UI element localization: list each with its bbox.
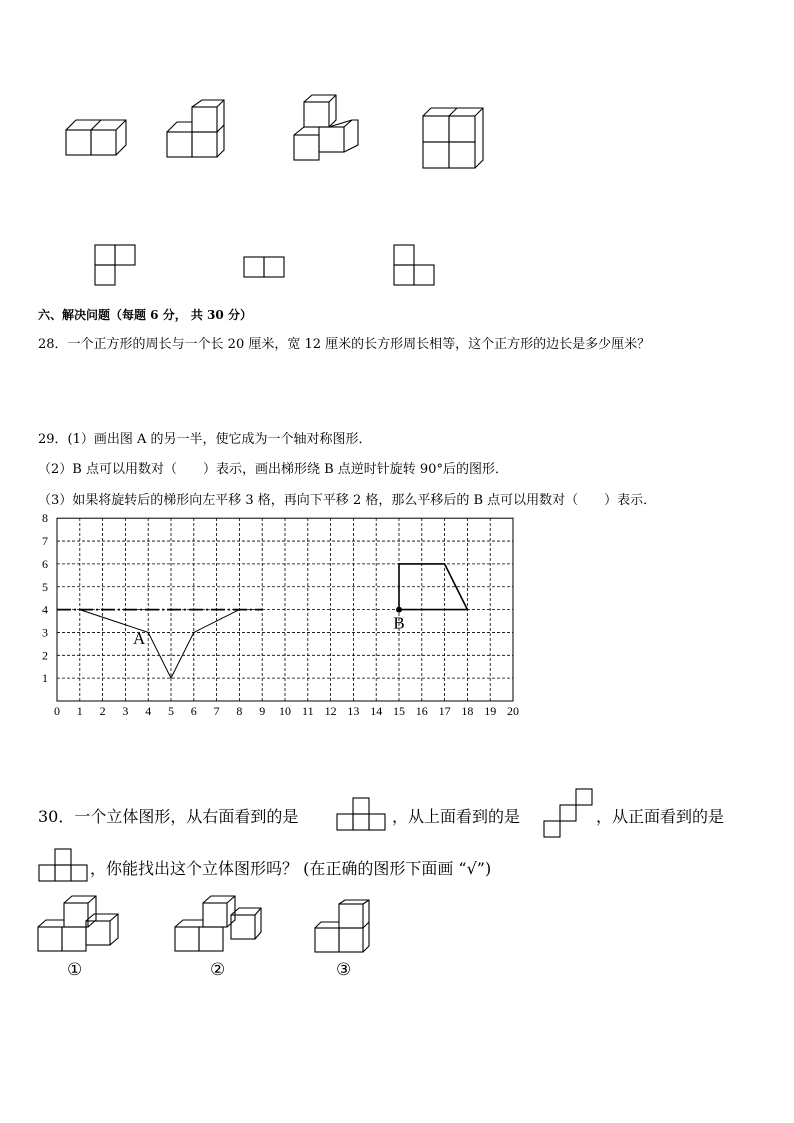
y-tick-label: 4	[42, 602, 48, 617]
option-1-label: ①	[67, 960, 83, 980]
x-tick-label: 12	[324, 704, 337, 718]
option-2-label: ②	[210, 960, 226, 980]
x-tick-label: 13	[347, 704, 360, 718]
x-tick-label: 0	[54, 704, 60, 718]
shape-a	[80, 610, 240, 679]
option-3-label: ③	[336, 960, 352, 980]
y-tick-label: 5	[42, 579, 48, 594]
x-tick-label: 11	[302, 704, 314, 718]
question-30-line2: ，你能找出这个立体图形吗？ (在正确的图形下面画 “√”)	[90, 859, 492, 878]
x-tick-label: 17	[438, 704, 451, 718]
shape-a-label: A	[132, 628, 146, 648]
y-tick-label: 8	[42, 511, 48, 526]
x-tick-label: 1	[76, 704, 83, 718]
x-tick-label: 20	[507, 704, 519, 718]
y-tick-label: 6	[42, 556, 48, 571]
option-1-figure	[36, 893, 121, 955]
x-tick-label: 4	[145, 704, 152, 718]
x-tick-label: 18	[461, 704, 474, 718]
top-view-shape	[540, 787, 596, 839]
x-tick-label: 5	[168, 704, 174, 718]
x-tick-label: 19	[484, 704, 497, 718]
question-29-part1: 29．(1）画出图 A 的另一半，使它成为一个轴对称图形．	[38, 432, 372, 447]
point-b	[396, 607, 402, 613]
y-tick-label: 3	[42, 625, 48, 640]
question-28: 28．一个正方形的周长与一个长 20 厘米，宽 12 厘米的长方形周长相等，这个正方形的边长是多少厘米？	[38, 337, 651, 352]
section-title: 六、解决问题（每题 6 分， 共 30 分）	[38, 308, 252, 322]
question-30-line1b: ，从上面看到的是	[392, 807, 521, 826]
y-tick-label: 7	[42, 534, 48, 549]
question-29-part2: （2）B 点可以用数对（ ）表示，画出梯形绕 B 点逆时针旋转 90°后的图形．	[38, 462, 508, 477]
y-tick-label: 1	[42, 671, 48, 686]
x-tick-label: 8	[236, 704, 243, 718]
option-3-figure	[313, 900, 388, 958]
x-tick-label: 2	[99, 704, 106, 718]
x-tick-label: 15	[393, 704, 405, 718]
right-view-shape	[336, 796, 388, 832]
point-b-label: B	[393, 613, 405, 633]
option-2-figure	[173, 893, 265, 955]
question-30-line1c: ，从正面看到的是	[596, 807, 725, 826]
front-view-shape	[38, 847, 90, 883]
x-tick-label: 16	[415, 704, 428, 718]
x-tick-label: 14	[370, 704, 383, 718]
question-29-part3: （3）如果将旋转后的梯形向左平移 3 格，再向下平移 2 格，那么平移后的 B 点可以用数对（ ）表示．	[38, 493, 657, 508]
question-30-line1a: 30．一个立体图形，从右面看到的是	[38, 807, 299, 826]
x-tick-label: 9	[259, 704, 266, 718]
x-tick-label: 7	[213, 704, 220, 718]
x-tick-label: 6	[190, 704, 197, 718]
x-tick-label: 3	[122, 704, 129, 718]
x-tick-label: 10	[279, 704, 291, 718]
y-tick-label: 2	[42, 648, 48, 663]
